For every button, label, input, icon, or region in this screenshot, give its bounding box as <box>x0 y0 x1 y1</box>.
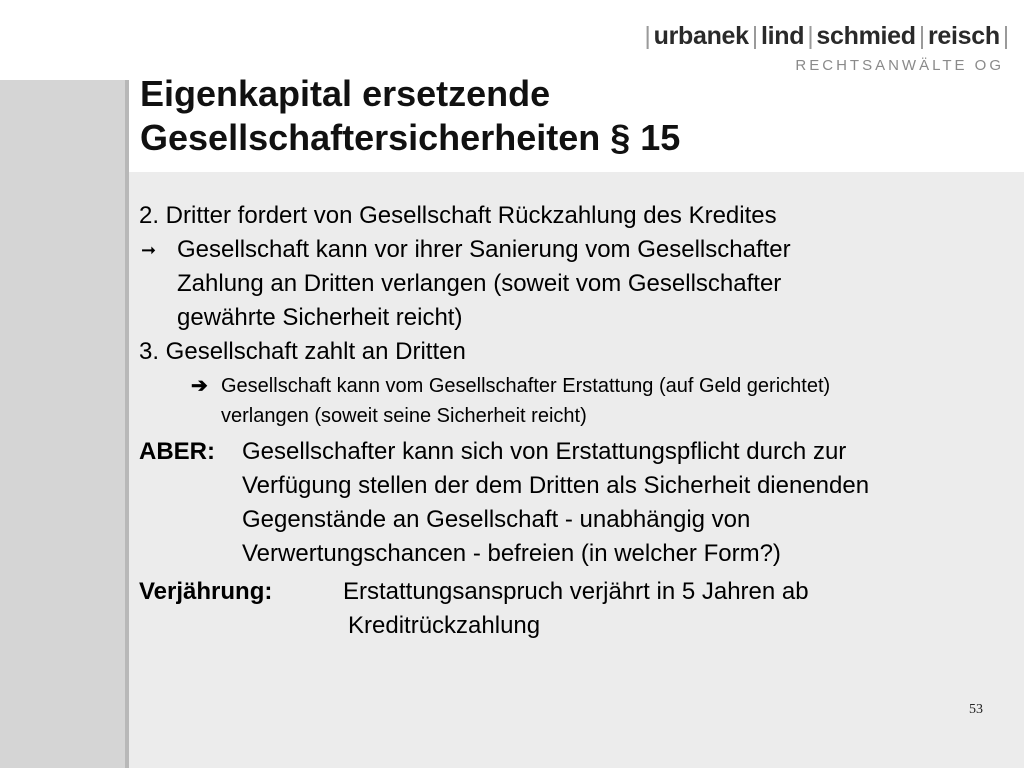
slide-title-line-2: Gesellschaftersicherheiten § 15 <box>140 117 681 158</box>
item-3-text: 3. Gesellschaft zahlt an Dritten <box>139 338 466 365</box>
logo-names <box>641 22 1012 51</box>
verjaehrung-line: Kreditrückzahlung <box>348 612 541 639</box>
logo-separator: | <box>918 22 925 50</box>
left-sidebar-bar <box>0 80 125 768</box>
aber-line: Gegenstände an Gesellschaft - unabhängig von <box>242 506 751 533</box>
slide-title <box>140 72 680 160</box>
logo-name-lind: lind <box>760 22 805 50</box>
logo-subtitle: RECHTSANWÄLTE OG <box>795 57 1004 74</box>
logo-separator: | <box>1002 22 1009 50</box>
logo-name-schmied: schmied <box>816 22 916 50</box>
aber-line: Verwertungschancen - befreien (in welcher Form?) <box>242 540 781 567</box>
logo-name-reisch: reisch <box>927 22 1000 50</box>
logo-separator: | <box>807 22 814 50</box>
aber-block <box>139 435 1009 571</box>
item-2-text: 2. Dritter fordert von Gesellschaft Rückzahlung des Kredites <box>139 202 777 229</box>
bullet-1-line: gewährte Sicherheit reicht) <box>177 304 463 331</box>
bullet-1-line: Zahlung an Dritten verlangen (soweit vom Gesellschafter <box>177 270 782 297</box>
bullet-1-text <box>177 233 791 335</box>
aber-line: Gesellschafter kann sich von Erstattungspflicht durch zur <box>242 438 847 465</box>
bullet-2-text <box>221 371 830 431</box>
aber-label: ABER: <box>139 438 215 465</box>
bullet-1-line: Gesellschaft kann vor ihrer Sanierung vom Gesellschafter <box>177 236 791 263</box>
arrow-right-icon: ➞ <box>141 240 157 260</box>
bullet-2-line: verlangen (soweit seine Sicherheit reicht) <box>221 405 587 427</box>
bullet-2 <box>191 371 1009 431</box>
page-number: 53 <box>969 702 983 717</box>
logo-separator: | <box>644 22 651 50</box>
verjaehrung-label: Verjährung: <box>139 578 273 605</box>
slide-title-line-1: Eigenkapital ersetzende <box>140 73 551 114</box>
logo-separator: | <box>751 22 758 50</box>
bullet-1 <box>139 233 1009 335</box>
aber-line: Verfügung stellen der dem Dritten als Sicherheit dienenden <box>242 472 870 499</box>
bold-arrow-right-icon: ➔ <box>191 375 208 397</box>
bullet-2-line: Gesellschaft kann vom Gesellschafter Erstattung (auf Geld gerichtet) <box>221 375 831 397</box>
slide-body <box>139 199 1009 643</box>
verjaehrung-block <box>139 575 1009 643</box>
firm-logo <box>641 22 1012 74</box>
verjaehrung-line: Erstattungsanspruch verjährt in 5 Jahren ab <box>343 578 809 605</box>
logo-name-urbanek: urbanek <box>653 22 749 50</box>
verjaehrung-text <box>343 575 809 643</box>
aber-text <box>242 435 869 571</box>
